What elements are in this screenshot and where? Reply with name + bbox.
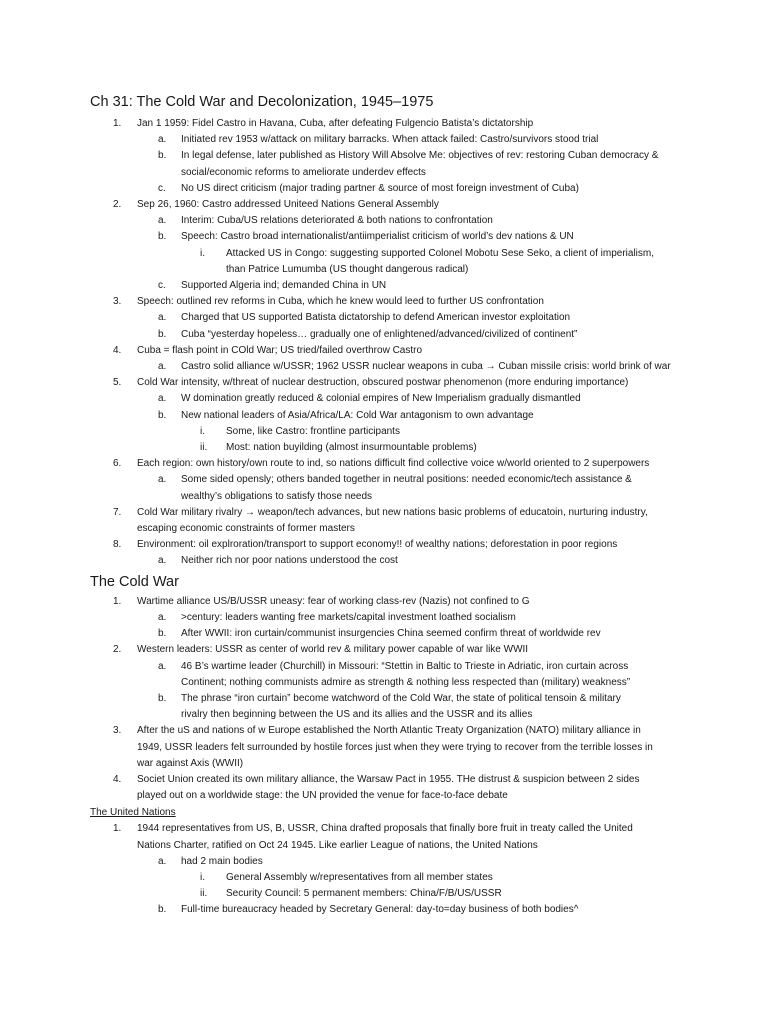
list-item	[0, 278, 768, 294]
list-item-text: Full-time bureaucracy headed by Secretary General: day-to=day business of both bodies^	[181, 904, 579, 916]
document-page	[0, 88, 768, 919]
list-item	[0, 440, 768, 456]
list-item-text: Attacked US in Congo: suggesting supported Colonel Mobotu Sese Seko, a client of imperialism, than Patrice Lumumba (US thought dangerous radical)	[226, 247, 655, 275]
list-item-text: Each region: own history/own route to ind, so nations difficult find collective voice w/world oriented to 2 superpowers	[137, 458, 650, 470]
list-marker: a.	[158, 215, 167, 227]
list-item-text: Sep 26, 1960: Castro addressed Uniteed Nations General Assembly	[137, 199, 439, 211]
list-marker: 1.	[113, 118, 122, 129]
list-marker: ii.	[200, 442, 208, 454]
list-item	[0, 148, 768, 180]
section-heading: Ch 31: The Cold War and Decolonization, 1945–1975	[90, 94, 434, 110]
list-marker: c.	[158, 182, 166, 194]
list-item	[0, 327, 768, 343]
list-marker: 3.	[113, 725, 122, 737]
list-marker: 3.	[113, 296, 122, 308]
list-marker: b.	[158, 628, 167, 640]
list-item-text: New national leaders of Asia/Africa/LA: Cold War antagonism to own advantage	[181, 409, 534, 421]
list-item-text: Most: nation buyilding (almost insurmountable problems)	[226, 442, 477, 454]
list-item-text: 46 B’s wartime leader (Churchill) in Missouri: “Stettin in Baltic to Trieste in Adriatic, iron curtain across Continent; nothing communists admire as strength & nothing less respected than (military) weakness”	[181, 660, 631, 688]
list-item	[0, 537, 768, 553]
list-item-text: Neither rich nor poor nations understood the cost	[181, 555, 398, 567]
list-item-text: Some sided opensly; others banded together in neutral positions: needed economic/tech assistance & wealthy’s obligations to satisfy those needs	[181, 474, 632, 502]
section-heading: The Cold War	[90, 573, 179, 590]
list-item	[0, 772, 768, 804]
list-item-text: had 2 main bodies	[181, 855, 263, 867]
list-item	[0, 246, 768, 278]
list-item	[0, 181, 768, 197]
list-item	[0, 553, 768, 569]
list-marker: a.	[158, 312, 167, 324]
list-item-text: 1944 representatives from US, B, USSR, China drafted proposals that finally bore fruit in treaty called the United Nations Charter, ratified on Oct 24 1945. Like earlier League of nations, the United Nations	[137, 823, 633, 851]
list-item-text: Jan 1 1959: Fidel Castro in Havana, Cuba, after defeating Fulgencio Batista’s dictatorship	[137, 118, 534, 129]
list-item-text: General Assembly w/representatives from all member states	[226, 871, 493, 883]
list-item	[0, 691, 768, 723]
list-item-text: Cold War intensity, w/threat of nuclear destruction, obscured postwar phenomenon (more enduring importance)	[137, 377, 629, 389]
list-item-text: Cuba “yesterday hopeless… gradually one of enlightened/advanced/civilized of continent”	[181, 328, 578, 340]
list-marker: b.	[158, 328, 167, 340]
list-marker: 5.	[113, 377, 122, 389]
list-marker: 6.	[113, 458, 122, 470]
list-marker: a.	[158, 660, 167, 672]
list-marker: b.	[158, 692, 167, 704]
list-item-text: Speech: outlined rev reforms in Cuba, which he knew would leed to further US confrontation	[137, 296, 544, 308]
list-marker: 4.	[113, 773, 122, 785]
list-item	[0, 294, 768, 310]
list-item	[0, 375, 768, 391]
list-item	[0, 854, 768, 870]
list-marker: a.	[158, 361, 167, 373]
list-marker: 1.	[113, 823, 122, 835]
list-item-text: Interim: Cuba/US relations deteriorated & both nations to confrontation	[181, 215, 493, 227]
list-marker: a.	[158, 555, 167, 567]
list-item	[0, 197, 768, 213]
list-marker: 2.	[113, 644, 122, 656]
list-item	[0, 902, 768, 918]
list-item-text: No US direct criticism (major trading partner & source of most foreign investment of Cuba)	[181, 182, 579, 194]
list-item	[0, 610, 768, 626]
list-item	[0, 723, 768, 772]
list-item-text: Wartime alliance US/B/USSR uneasy: fear of working class-rev (Nazis) not confined to G	[137, 595, 530, 607]
list-item-text: Supported Algeria ind; demanded China in UN	[181, 280, 387, 292]
list-item-text: Western leaders: USSR as center of world rev & military power capable of war like WWII	[137, 644, 529, 656]
list-marker: 8.	[113, 539, 122, 551]
list-marker: a.	[158, 611, 167, 623]
list-marker: a.	[158, 134, 167, 146]
list-marker: i.	[200, 247, 205, 259]
list-item	[0, 343, 768, 359]
list-marker: 1.	[113, 595, 122, 607]
list-item-text: After the uS and nations of w Europe established the North Atlantic Treaty Organization (NATO) military alliance in 1949, USSR leaders felt surrounded by hostile forces just when they were trying to recover from the terrible losses in war against Axis (WWII)	[137, 725, 653, 769]
list-item	[0, 642, 768, 658]
list-item	[0, 821, 768, 853]
list-item-text: The phrase “iron curtain” become watchword of the Cold War, the state of political tensoin & military rivalry then beginning between the US and its allies and the USSR and its allies	[181, 692, 621, 721]
list-marker: 4.	[113, 344, 122, 356]
list-item-text: W domination greatly reduced & colonial empires of New Imperialism gradually dismantled	[181, 393, 581, 405]
list-item	[0, 132, 768, 148]
list-marker: b.	[158, 409, 167, 421]
list-item	[0, 408, 768, 424]
list-marker: a.	[158, 855, 167, 867]
list-marker: 2.	[113, 199, 122, 211]
list-item-text: Security Council: 5 permanent members: China/F/B/US/USSR	[226, 888, 502, 900]
list-item-text: Environment: oil explroration/transport to support economy!! of wealthy nations; deforestation in poor regions	[137, 539, 618, 551]
list-marker: a.	[158, 474, 167, 486]
list-item	[0, 424, 768, 440]
list-marker: c.	[158, 280, 166, 292]
list-item	[0, 472, 768, 504]
list-item-text: Castro solid alliance w/USSR; 1962 USSR nuclear weapons in cuba → Cuban missile crisis: world brink of war	[181, 361, 671, 373]
list-item	[0, 870, 768, 886]
list-item-text: Some, like Castro: frontline participants	[226, 425, 400, 437]
list-item	[0, 229, 768, 245]
list-marker: a.	[158, 393, 167, 405]
list-item	[0, 116, 768, 132]
section-heading: The United Nations	[90, 807, 176, 819]
list-item-text: Charged that US supported Batista dictatorship to defend American investor exploitation	[181, 312, 571, 324]
list-marker: i.	[200, 871, 205, 883]
list-item	[0, 659, 768, 691]
list-item-text: Societ Union created its own military alliance, the Warsaw Pact in 1955. THe distrust & suspicion between 2 sides played out on a worldwide stage: the UN provided the venue for face-to-face debate	[137, 773, 640, 802]
list-item-text: In legal defense, later published as History Will Absolve Me: objectives of rev: restoring Cuban democracy & social/economic reforms to ameliorate underdev effects	[181, 150, 659, 178]
list-item	[0, 594, 768, 610]
list-item	[0, 626, 768, 642]
list-item-text: After WWII: iron curtain/communist insurgencies China seemed confirm threat of worldwide rev	[181, 628, 601, 640]
list-item-text: Cuba = flash point in COld War; US tried/failed overthrow Castro	[137, 344, 423, 356]
list-item	[0, 310, 768, 326]
list-item	[0, 456, 768, 472]
list-marker: i.	[200, 425, 205, 437]
list-item-text: Cold War military rivalry → weapon/tech advances, but new nations basic problems of educatoin, nurturing industry, escaping economic constraints of former masters	[137, 506, 648, 535]
list-item	[0, 391, 768, 407]
list-item-text: >century: leaders wanting free markets/capital investment loathed socialism	[181, 611, 516, 623]
list-marker: b.	[158, 150, 167, 162]
list-marker: 7.	[113, 506, 122, 518]
list-item	[0, 213, 768, 229]
list-marker: b.	[158, 904, 167, 916]
list-item-text: Speech: Castro broad internationalist/antiimperialist criticism of world’s dev nations & UN	[181, 231, 574, 243]
list-item-text: Initiated rev 1953 w/attack on military barracks. When attack failed: Castro/survivors stood trial	[181, 134, 599, 146]
list-marker: b.	[158, 231, 167, 243]
list-item	[0, 359, 768, 375]
list-item	[0, 886, 768, 902]
list-item	[0, 505, 768, 537]
list-marker: ii.	[200, 888, 208, 900]
